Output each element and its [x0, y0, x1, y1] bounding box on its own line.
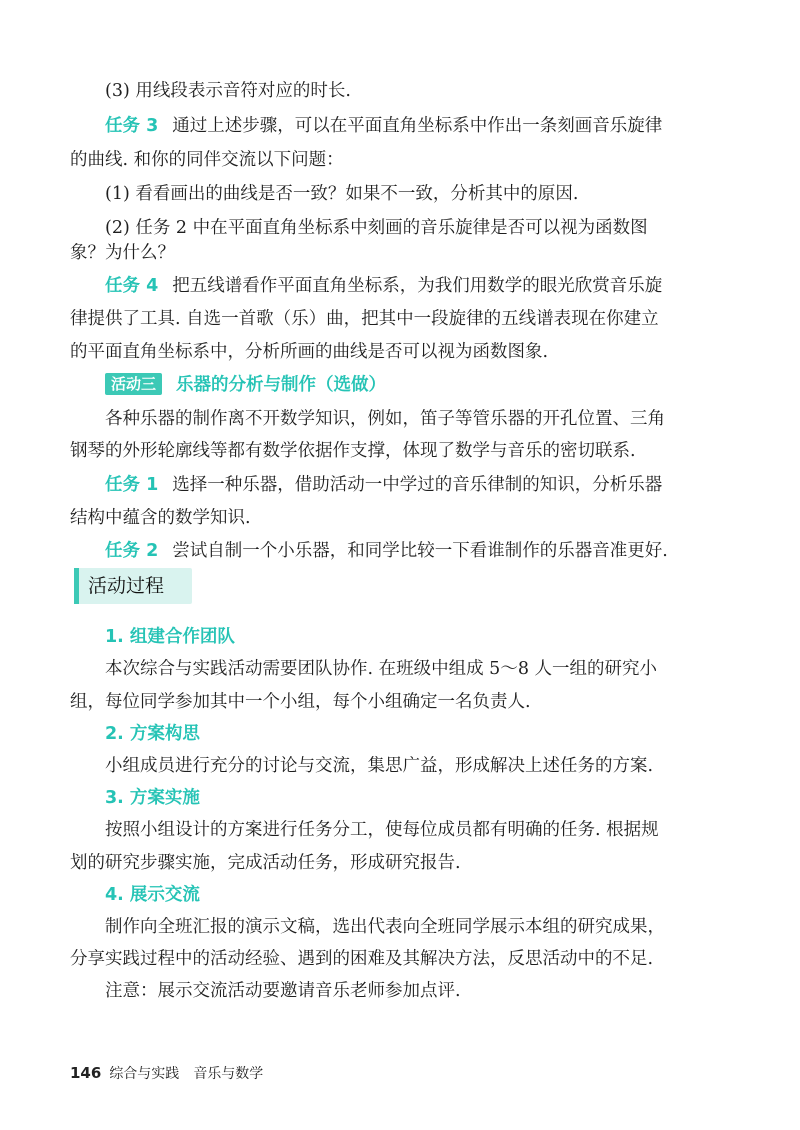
text: 选择一种乐器，借助活动一中学过的音乐律制的知识，分析乐器: [172, 475, 663, 495]
footer-topic: 音乐与数学: [193, 1066, 264, 1082]
task-3-line-1: [105, 113, 730, 139]
text: 律提供了工具. 自选一首歌（乐）曲，把其中一段旋律的五线谱表现在你建立: [70, 309, 659, 329]
question-1: [105, 181, 730, 207]
step-1-line-1: [105, 656, 730, 682]
text: 制作向全班汇报的演示文稿，选出代表向全班同学展示本组的研究成果，: [105, 917, 665, 937]
text: 按照小组设计的方案进行任务分工，使每位成员都有明确的任务. 根据规: [105, 820, 659, 840]
text: 划的研究步骤实施，完成活动任务，形成研究报告.: [70, 853, 461, 873]
activity-task-1-line-2: [70, 505, 730, 531]
activity-task-1-line-1: [105, 472, 730, 498]
step-4-line-1: [105, 914, 730, 940]
text: 尝试自制一个小乐器，和同学比较一下看谁制作的乐器音准更好.: [172, 541, 668, 561]
text: 的曲线. 和你的同伴交流以下问题：: [70, 150, 344, 170]
step-2-line-1: [105, 753, 730, 779]
activity-3-header: [105, 372, 730, 398]
text: 各种乐器的制作离不开数学知识，例如，笛子等管乐器的开孔位置、三角: [105, 409, 665, 429]
activity-task-2-label: 任务 2: [105, 541, 159, 561]
text: 钢琴的外形轮廓线等都有数学依据作支撑，体现了数学与音乐的密切联系.: [70, 441, 636, 461]
text: 通过上述步骤，可以在平面直角坐标系中作出一条刻画音乐旋律: [172, 116, 663, 136]
text: 注意：展示交流活动要邀请音乐老师参加点评.: [105, 981, 461, 1001]
step-4-line-2: [70, 946, 730, 972]
step-3-line-2: [70, 850, 730, 876]
text: 象？为什么？: [70, 243, 175, 263]
text: 组，每位同学参加其中一个小组，每个小组确定一名负责人.: [70, 692, 531, 712]
text: 的平面直角坐标系中，分析所画的曲线是否可以视为函数图象.: [70, 342, 549, 362]
note-line: [105, 978, 730, 1004]
text: 本次综合与实践活动需要团队协作. 在班级中组成 5～8 人一组的研究小: [105, 659, 658, 679]
step-2-title: 2. 方案构思: [105, 724, 200, 744]
text: 分享实践过程中的活动经验、遇到的困难及其解决方法，反思活动中的不足.: [70, 949, 654, 969]
step-4-title: 4. 展示交流: [105, 885, 200, 905]
activity-3-title: 乐器的分析与制作（选做）: [176, 375, 387, 395]
task-4-label: 任务 4: [105, 276, 159, 296]
paragraph-1-line-2: [70, 438, 730, 464]
text: 把五线谱看作平面直角坐标系，为我们用数学的眼光欣赏音乐旋: [172, 276, 663, 296]
page-number: 146: [70, 1064, 102, 1082]
step-1-line-2: [70, 689, 730, 715]
text: (1) 看看画出的曲线是否一致？如果不一致，分析其中的原因.: [105, 184, 579, 204]
step-3-line-1: [105, 817, 730, 843]
question-2-line-1: [105, 215, 730, 241]
task-4-line-2: [70, 306, 730, 332]
task-4-line-1: [105, 273, 730, 299]
page-footer: [70, 1063, 263, 1084]
activity-task-2-line: [105, 538, 730, 564]
paragraph-1-line-1: [105, 406, 730, 432]
step-3-title: 3. 方案实施: [105, 788, 200, 808]
task-4-line-3: [70, 339, 730, 365]
task-3-label: 任务 3: [105, 116, 159, 136]
step-3-line: [105, 78, 730, 104]
task-3-line-2: [70, 147, 730, 173]
section-heading: 活动过程: [74, 568, 192, 604]
step-1-title: 1. 组建合作团队: [105, 627, 235, 647]
text: (2) 任务 2 中在平面直角坐标系中刻画的音乐旋律是否可以视为函数图: [105, 218, 648, 238]
text: 结构中蕴含的数学知识.: [70, 508, 251, 528]
footer-section: 综合与实践: [109, 1066, 180, 1082]
activity-3-badge: 活动三: [105, 373, 162, 395]
question-2-line-2: [70, 240, 730, 266]
text: 小组成员进行充分的讨论与交流，集思广益，形成解决上述任务的方案.: [105, 756, 654, 776]
text: (3) 用线段表示音符对应的时长.: [105, 81, 351, 101]
activity-task-1-label: 任务 1: [105, 475, 159, 495]
